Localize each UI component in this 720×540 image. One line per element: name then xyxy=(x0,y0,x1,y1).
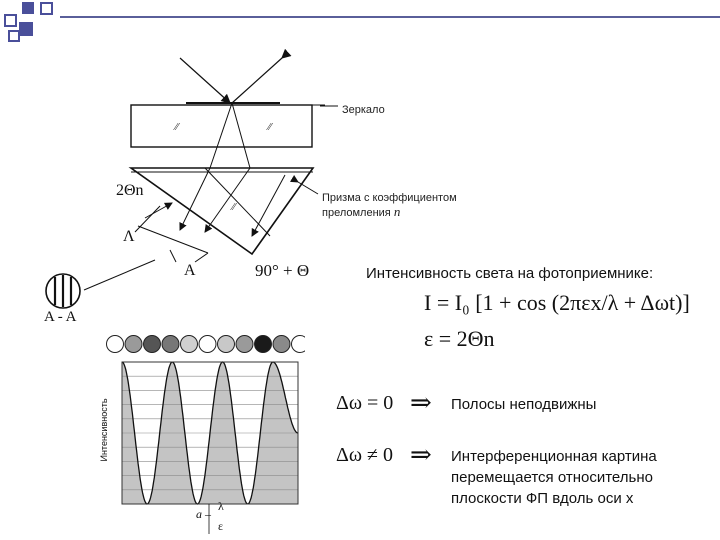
glass-plate xyxy=(131,105,312,147)
optical-diagram xyxy=(0,40,520,330)
svg-text:⁄⁄: ⁄⁄ xyxy=(232,202,236,213)
x-axis-a: a – xyxy=(196,507,211,521)
prism-label-line1: Призма с коэффициентом xyxy=(322,192,457,204)
mirror-label: Зеркало xyxy=(342,104,385,116)
fringe-circle xyxy=(125,336,142,353)
prism-n: n xyxy=(393,204,401,219)
title-rule xyxy=(60,16,720,18)
bullet-square xyxy=(19,22,33,36)
case-1-condition: Δω = 0 xyxy=(336,392,394,414)
section-a-label: A xyxy=(184,262,196,279)
intensity-heading: Интенсивность света на фотоприемнике: xyxy=(366,265,654,282)
fringe-circle xyxy=(218,336,235,353)
x-axis-epsilon: ε xyxy=(218,519,224,533)
fringe-circle xyxy=(107,336,124,353)
case-1-text: Полосы неподвижны xyxy=(451,396,597,413)
fringe-circle xyxy=(181,336,198,353)
y-axis-label: Интенсивность xyxy=(99,398,109,462)
fringe-circle xyxy=(162,336,179,353)
fringe-circle xyxy=(236,336,253,353)
x-axis-label xyxy=(196,499,224,533)
prism-label-line2: преломления xyxy=(322,207,391,219)
fringe-circle xyxy=(292,336,306,353)
incident-ray xyxy=(180,58,230,103)
case-1-arrow: ⇒ xyxy=(410,388,432,417)
case-2-condition: Δω ≠ 0 xyxy=(336,444,394,466)
epsilon-formula: ε = 2Θn xyxy=(424,326,495,351)
case-2-arrow: ⇒ xyxy=(410,440,432,469)
fringe-circle xyxy=(199,336,216,353)
bullet-square xyxy=(4,14,17,27)
section-aa-label: A - A xyxy=(44,309,77,325)
svg-text:⁄⁄: ⁄⁄ xyxy=(268,122,272,133)
x-axis-lambda: λ xyxy=(218,499,224,513)
fringe-circle xyxy=(255,336,272,353)
corner-decoration xyxy=(0,0,60,44)
svg-text:⁄⁄: ⁄⁄ xyxy=(175,122,179,133)
two-theta-n-label: 2Θn xyxy=(116,182,144,199)
lambda-label: Λ xyxy=(123,228,135,245)
bullet-square xyxy=(40,2,53,15)
intensity-formula: I = I₀ [1 + cos (2πεx/λ + Δωt)] xyxy=(424,290,690,315)
angle-label: 90° + Θ xyxy=(255,261,310,280)
fringe-circle xyxy=(144,336,161,353)
incident-ray xyxy=(232,58,282,103)
case-2-text: Интерференционная картина перемещается относительно плоскости ФП вдоль оси x xyxy=(451,448,657,507)
fringe-circle xyxy=(273,336,290,353)
bullet-square xyxy=(22,2,34,14)
fringe-circles xyxy=(105,330,305,358)
prism-label xyxy=(322,192,457,220)
